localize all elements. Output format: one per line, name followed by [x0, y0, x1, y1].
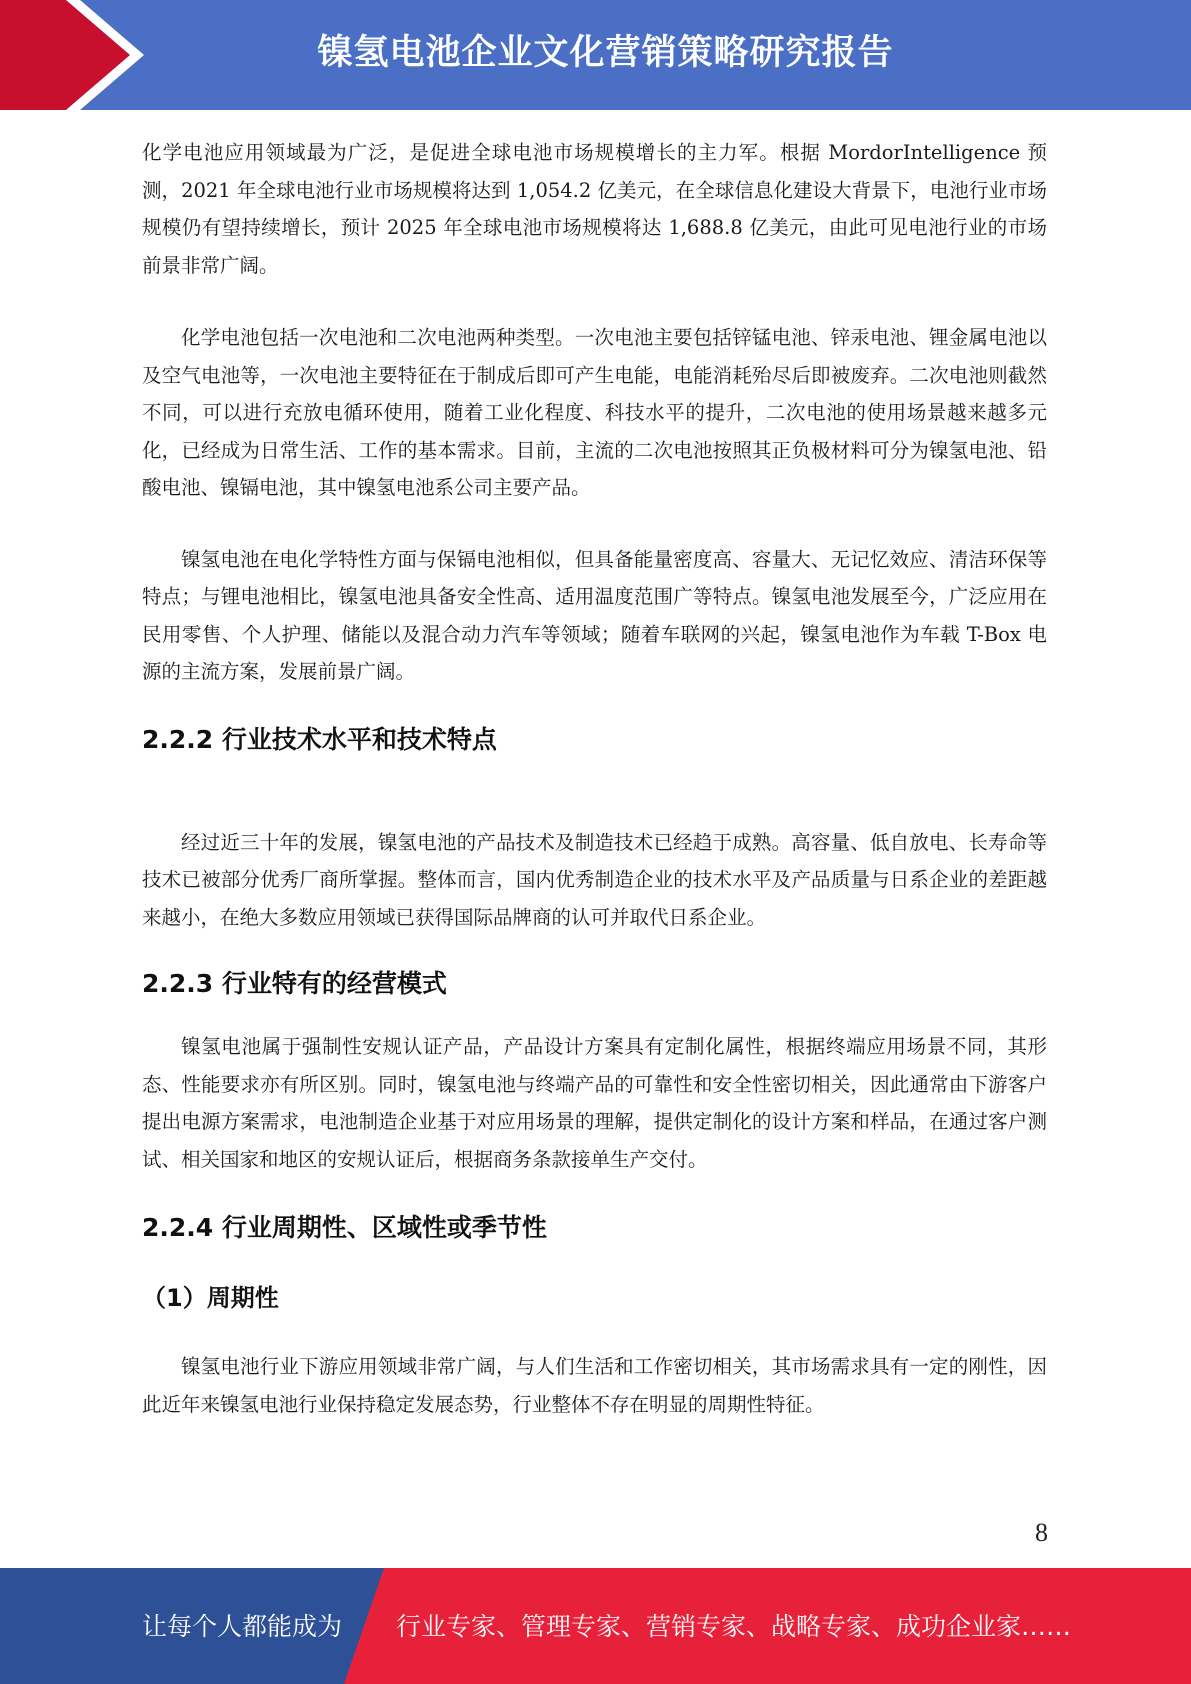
subsection-heading-periodicity: （1）周期性 [142, 1284, 279, 1312]
paragraph-periodicity: 镍氢电池行业下游应用领域非常广阔，与人们生活和工作密切相关，其市场需求具有一定的刚性，因此近年来镍氢电池行业保持稳定发展态势，行业整体不存在明显的周期性特征。 [142, 1355, 1047, 1416]
paragraph-tech-level: 经过近三十年的发展，镍氢电池的产品技术及制造技术已经趋于成熟。高容量、低自放电、长寿命等技术已被部分优秀厂商所掌握。整体而言，国内优秀制造企业的技术水平及产品质量与日系企业的差距越来越小，在绝大多数应用领域已获得国际品牌商的认可并取代日系企业。 [142, 830, 1047, 929]
section-heading-2-2-3: 2.2.3 行业特有的经营模式 [142, 969, 447, 998]
section-heading-2-2-2: 2.2.2 行业技术水平和技术特点 [142, 724, 497, 754]
document-title: 镍氢电池企业文化营销策略研究报告 [317, 33, 894, 73]
paragraph-market-size: 化学电池应用领域最为广泛，是促进全球电池市场规模增长的主力军。根据 MordorIntelligence 预测，2021 年全球电池行业市场规模将达到 1,054.2 亿美元，在全球信息化建设大背景下，电池行业市场规模仍有望持续增长，预计 2025 年全球电池市场规模将达 1,688.8 亿美元，由此可见电池行业的市场前景非常广阔。 [142, 141, 1047, 277]
page-header [0, 0, 1191, 110]
page-number: 8 [1035, 1518, 1048, 1547]
footer-slogan-right: 行业专家、管理专家、营销专家、战略专家、成功企业家…… [396, 1612, 1072, 1641]
page-footer [0, 1568, 1191, 1684]
footer-slogan-left: 让每个人都能成为 [142, 1612, 343, 1641]
paragraph-business-model: 镍氢电池属于强制性安规认证产品，产品设计方案具有定制化属性，根据终端应用场景不同，其形态、性能要求亦有所区别。同时，镍氢电池与终端产品的可靠性和安全性密切相关，因此通常由下游客户提出电源方案需求，电池制造企业基于对应用场景的理解，提供定制化的设计方案和样品，在通过客户测试、相关国家和地区的安规认证后，根据商务条款接单生产交付。 [142, 1035, 1047, 1171]
section-heading-2-2-4: 2.2.4 行业周期性、区域性或季节性 [142, 1213, 547, 1242]
document-body [142, 134, 1047, 1423]
paragraph-battery-types: 化学电池包括一次电池和二次电池两种类型。一次电池主要包括锌锰电池、锌汞电池、锂金属电池以及空气电池等，一次电池主要特征在于制成后即可产生电能，电能消耗殆尽后即被废弃。二次电池则截然不同，可以进行充放电循环使用，随着工业化程度、科技水平的提升，二次电池的使用场景越来越多元化，已经成为日常生活、工作的基本需求。目前，主流的二次电池按照其正负极材料可分为镍氢电池、铅酸电池、镍镉电池，其中镍氢电池系公司主要产品。 [142, 326, 1047, 499]
paragraph-nimh-features: 镍氢电池在电化学特性方面与保镉电池相似，但具备能量密度高、容量大、无记忆效应、清洁环保等特点；与锂电池相比，镍氢电池具备安全性高、适用温度范围广等特点。镍氢电池发展至今，广泛应用在民用零售、个人护理、储能以及混合动力汽车等领域；随着车联网的兴起，镍氢电池作为车载 T-Box 电源的主流方案，发展前景广阔。 [142, 547, 1047, 683]
